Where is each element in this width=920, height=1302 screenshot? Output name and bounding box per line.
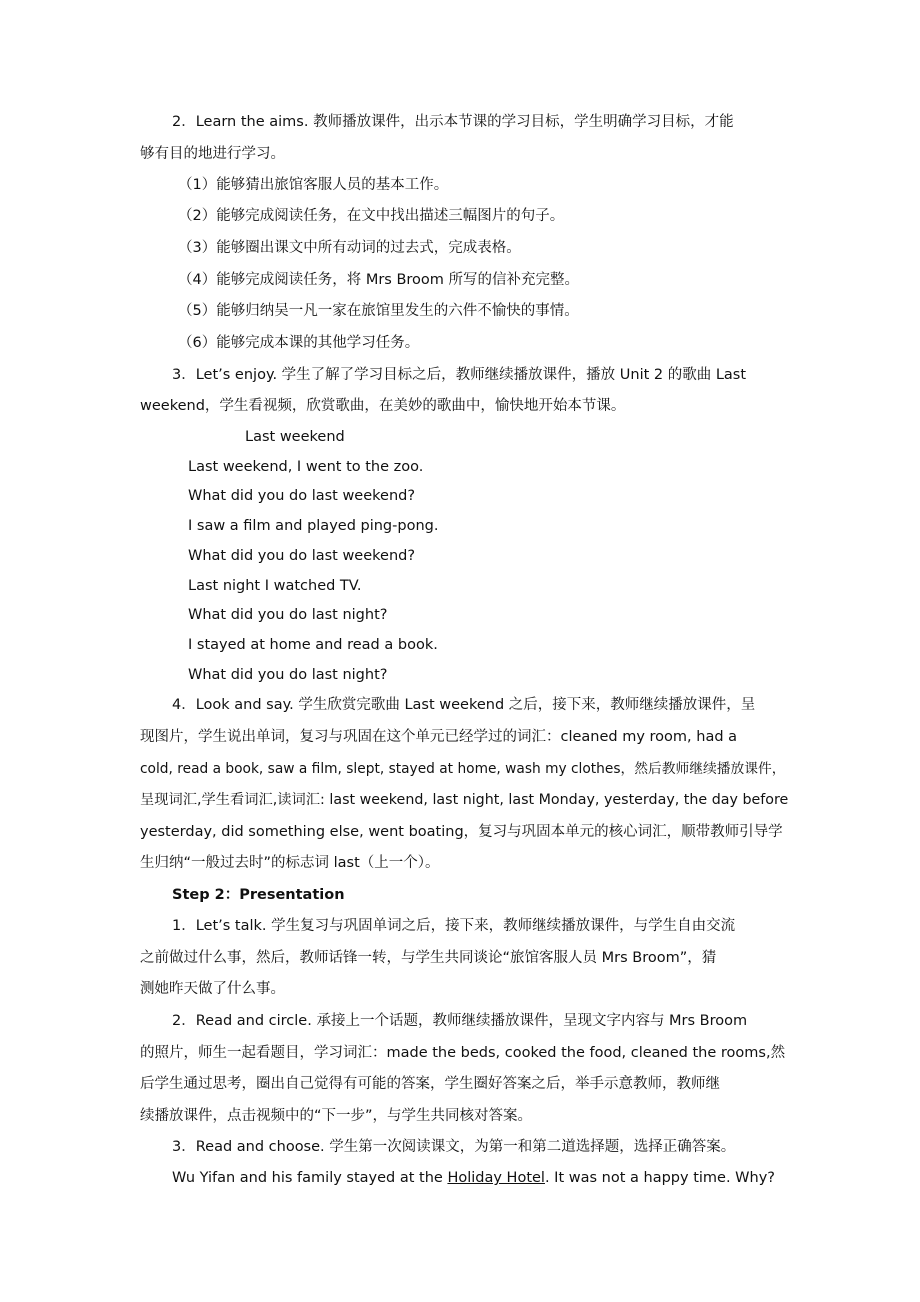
- step2-heading: Step 2：Presentation: [172, 887, 345, 903]
- look-say-line-5: yesterday, did something else, went boating，复习与巩固本单元的核心词汇，顺带教师引导学: [140, 824, 783, 840]
- aim-item-2: （2）能够完成阅读任务，在文中找出描述三幅图片的句子。: [178, 208, 565, 224]
- hotel-name: Holiday Hotel: [447, 1170, 545, 1186]
- look-say-line-2: 现图片，学生说出单词，复习与巩固在这个单元已经学过的词汇：cleaned my room, had a: [140, 729, 738, 745]
- song-line: Last night I watched TV.: [188, 578, 362, 594]
- song-line: What did you do last night?: [188, 607, 388, 623]
- learn-aims-line-2: 够有目的地进行学习。: [140, 146, 285, 162]
- aim-item-1: （1）能够猜出旅馆客服人员的基本工作。: [178, 177, 449, 193]
- enjoy-line-1: 3．Let’s enjoy. 学生了解了学习目标之后，教师继续播放课件，播放 Unit 2 的歌曲 Last: [172, 367, 747, 383]
- question-text-before: Wu Yifan and his family stayed at the: [172, 1170, 448, 1186]
- read-choose-line-1: 3．Read and choose. 学生第一次阅读课文，为第一和第二道选择题，选择正确答案。: [172, 1139, 736, 1155]
- look-say-line-1: 4．Look and say. 学生欣赏完歌曲 Last weekend 之后，接下来，教师继续播放课件，呈: [172, 697, 756, 713]
- look-say-line-6: 生归纳“一般过去时”的标志词 last（上一个）。: [140, 855, 440, 871]
- song-line: I stayed at home and read a book.: [188, 637, 438, 653]
- song-line: Last weekend, I went to the zoo.: [188, 459, 424, 475]
- read-circle-line-1: 2．Read and circle. 承接上一个话题，教师继续播放课件，呈现文字内容与 Mrs Broom: [172, 1013, 748, 1029]
- song-line: I saw a film and played ping-pong.: [188, 518, 439, 534]
- enjoy-line-2: weekend，学生看视频，欣赏歌曲，在美妙的歌曲中，愉快地开始本节课。: [140, 398, 626, 414]
- song-line: What did you do last weekend?: [188, 548, 416, 564]
- look-say-line-4: 呈现词汇,学生看词汇,读词汇: last weekend, last night, last Monday, yesterday, the day before: [140, 792, 789, 808]
- aim-item-3: （3）能够圈出课文中所有动词的过去式，完成表格。: [178, 240, 521, 256]
- talk-line-2: 之前做过什么事，然后，教师话锋一转，与学生共同谈论“旅馆客服人员 Mrs Broom”，猜: [140, 950, 717, 966]
- aim-item-4: （4）能够完成阅读任务，将 Mrs Broom 所写的信补充完整。: [178, 272, 580, 288]
- read-circle-line-3: 后学生通过思考，圈出自己觉得有可能的答案，学生圈好答案之后，举手示意教师，教师继: [140, 1076, 720, 1092]
- read-circle-line-2: 的照片，师生一起看题目，学习词汇：made the beds, cooked the food, cleaned the rooms,然: [140, 1045, 786, 1061]
- learn-aims-line-1: 2．Learn the aims. 教师播放课件，出示本节课的学习目标，学生明确学习目标，才能: [172, 114, 734, 130]
- look-say-line-3: cold, read a book, saw a film, slept, stayed at home, wash my clothes，然后教师继续播放课件，: [140, 761, 786, 777]
- aim-item-6: （6）能够完成本课的其他学习任务。: [178, 335, 420, 351]
- song-line: What did you do last night?: [188, 667, 388, 683]
- read-choose-question: [172, 1168, 775, 1188]
- aim-item-5: （5）能够归纳吴一凡一家在旅馆里发生的六件不愉快的事情。: [178, 303, 579, 319]
- question-text-after: . It was not a happy time. Why?: [544, 1170, 775, 1186]
- read-circle-line-4: 续播放课件，点击视频中的“下一步”，与学生共同核对答案。: [140, 1108, 533, 1124]
- song-line: What did you do last weekend?: [188, 488, 416, 504]
- talk-line-3: 测她昨天做了什么事。: [140, 981, 285, 997]
- talk-line-1: 1．Let’s talk. 学生复习与巩固单词之后，接下来，教师继续播放课件，与学生自由交流: [172, 918, 736, 934]
- song-title: Last weekend: [245, 429, 345, 445]
